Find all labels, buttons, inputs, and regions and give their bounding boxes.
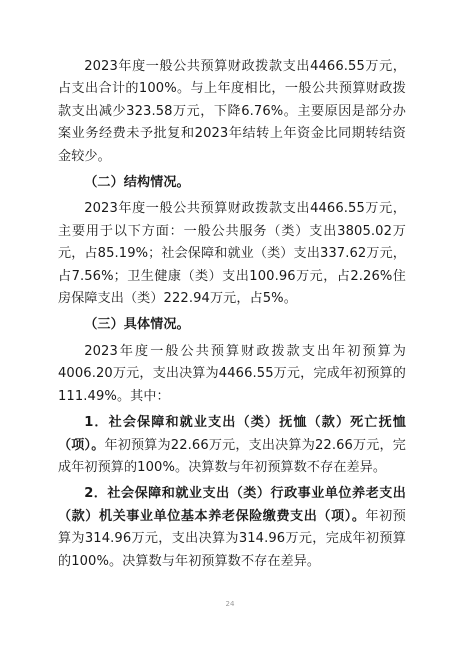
page-content	[58, 56, 406, 573]
paragraph-structure: 2023年度一般公共预算财政拨款支出4466.55万元，主要用于以下方面：一般公共服务（类）支出3805.02万元，占85.19%；社会保障和就业（类）支出337.62万元，占7.56%；卫生健康（类）支出100.96万元，占2.26%住房保障支出（类）222.94万元，占5%。	[58, 201, 406, 307]
paragraph-item-2	[58, 483, 406, 573]
heading-structure: （二）结构情况。	[84, 175, 190, 191]
item-1-title: 1．社会保障和就业支出（类）抚恤（款）死亡抚恤（项）。	[58, 415, 406, 453]
item-2-body: 年初预算为314.96万元，支出决算为314.96万元，完成年初预算的100%。决算数与年初预算数不存在差异。	[58, 508, 407, 569]
page-number: 24	[225, 600, 235, 608]
paragraph-details: 2023年度一般公共预算财政拨款支出年初预算为4006.20万元，支出决算为4466.55万元，完成年初预算的111.49%。其中：	[58, 343, 406, 404]
heading-details: （三）具体情况。	[84, 317, 190, 333]
item-1-body: 年初预算为22.66万元，支出决算为22.66万元，完成年初预算的100%。决算数与年初预算数不存在差异。	[58, 437, 406, 475]
paragraph-total-expenditure: 2023年度一般公共预算财政拨款支出4466.55万元，占支出合计的100%。与上年度相比，一般公共预算财政拨款支出减少323.58万元，下降6.76%。主要原因是部分办案业务经费未予批复和2023年结转上年资金比同期转结资金较少。	[58, 59, 406, 164]
paragraph-item-1	[58, 412, 406, 479]
item-2-title: 2．社会保障和就业支出（类）行政事业单位养老支出（款）机关事业单位基本养老保险缴费支出（项）。	[58, 486, 406, 524]
